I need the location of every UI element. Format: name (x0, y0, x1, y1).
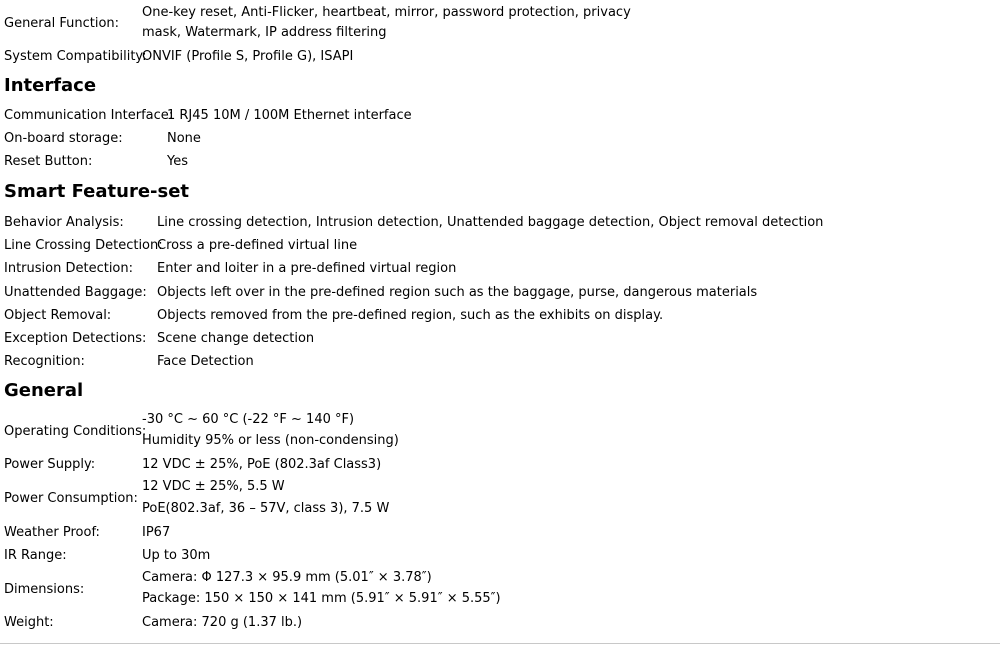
spec-row-ir-range (0, 544, 1000, 567)
spec-value: Cross a pre-defined virtual line (157, 238, 358, 253)
spec-value-line: Humidity 95% or less (non-condensing) (142, 433, 399, 448)
spec-value (142, 410, 399, 451)
spec-value: IP67 (142, 525, 171, 540)
spec-row (0, 150, 1000, 173)
spec-value: 1 RJ45 10M / 100M Ethernet interface (167, 108, 412, 123)
spec-value: Enter and loiter in a pre-defined virtual region (157, 261, 457, 276)
spec-row-power-supply (0, 453, 1000, 476)
spec-label: Behavior Analysis: (4, 215, 124, 230)
spec-value: Up to 30m (142, 548, 211, 563)
spec-value: ONVIF (Profile S, Profile G), ISAPI (142, 49, 354, 64)
section-heading-general: General (4, 380, 84, 401)
spec-row (0, 304, 1000, 327)
spec-value (142, 3, 631, 43)
spec-value-line: Camera: Φ 127.3 × 95.9 mm (5.01″ × 3.78″) (142, 570, 432, 585)
spec-label: Exception Detections: (4, 331, 147, 346)
spec-value (142, 477, 389, 519)
spec-label: On-board storage: (4, 131, 123, 146)
spec-value (142, 568, 501, 609)
spec-label: IR Range: (4, 548, 67, 563)
spec-label: Weight: (4, 615, 54, 630)
spec-value-line: One-key reset, Anti-Flicker, heartbeat, mirror, password protection, privacy (142, 5, 631, 20)
spec-value: Objects removed from the pre-defined region, such as the exhibits on display. (157, 308, 664, 323)
spec-row-operating-conditions (0, 410, 1000, 452)
spec-row-power-consumption (0, 477, 1000, 521)
spec-value: Yes (167, 154, 188, 169)
spec-row-system-compatibility (0, 45, 1000, 68)
spec-label: Communication Interface: (4, 108, 174, 123)
spec-label: Recognition: (4, 354, 85, 369)
spec-label: Power Consumption: (4, 491, 138, 506)
spec-value-line: Package: 150 × 150 × 141 mm (5.91″ × 5.91″ × 5.55″) (142, 591, 501, 606)
spec-value: 12 VDC ± 25%, PoE (802.3af Class3) (142, 457, 382, 472)
spec-value-line: -30 °C ~ 60 °C (-22 °F ~ 140 °F) (142, 412, 355, 427)
spec-row (0, 350, 1000, 373)
spec-value: Face Detection (157, 354, 254, 369)
spec-value: Line crossing detection, Intrusion detection, Unattended baggage detection, Object removal detection (157, 215, 824, 230)
spec-label: Weather Proof: (4, 525, 100, 540)
spec-label: General Function: (4, 16, 120, 31)
spec-label: Line Crossing Detection: (4, 238, 163, 253)
spec-value: None (167, 131, 201, 146)
spec-value: Scene change detection (157, 331, 315, 346)
spec-row (0, 234, 1000, 257)
spec-value-line: mask, Watermark, IP address filtering (142, 25, 387, 40)
bottom-divider (0, 643, 1000, 644)
spec-label: Object Removal: (4, 308, 112, 323)
section-heading-interface: Interface (4, 75, 97, 96)
spec-row (0, 257, 1000, 280)
spec-row (0, 104, 1000, 127)
spec-row (0, 281, 1000, 304)
spec-label: Reset Button: (4, 154, 93, 169)
spec-label: Unattended Baggage: (4, 285, 147, 300)
spec-row-dimensions (0, 568, 1000, 612)
spec-value: Objects left over in the pre-defined region such as the baggage, purse, dangerous materials (157, 285, 758, 300)
spec-value: Camera: 720 g (1.37 lb.) (142, 615, 303, 630)
spec-row (0, 211, 1000, 234)
spec-row (0, 127, 1000, 150)
spec-row (0, 327, 1000, 350)
spec-value-line: PoE(802.3af, 36 – 57V, class 3), 7.5 W (142, 501, 390, 516)
spec-row-weather-proof (0, 521, 1000, 544)
spec-label: Operating Conditions: (4, 424, 147, 439)
spec-value-line: 12 VDC ± 25%, 5.5 W (142, 479, 285, 494)
section-heading-smart-feature-set: Smart Feature-set (4, 181, 190, 202)
spec-label: Intrusion Detection: (4, 261, 133, 276)
spec-row-general-function (0, 3, 1000, 43)
spec-label: Power Supply: (4, 457, 96, 472)
spec-label: Dimensions: (4, 582, 85, 597)
spec-row-weight (0, 611, 1000, 634)
spec-label: System Compatibility: (4, 49, 147, 64)
